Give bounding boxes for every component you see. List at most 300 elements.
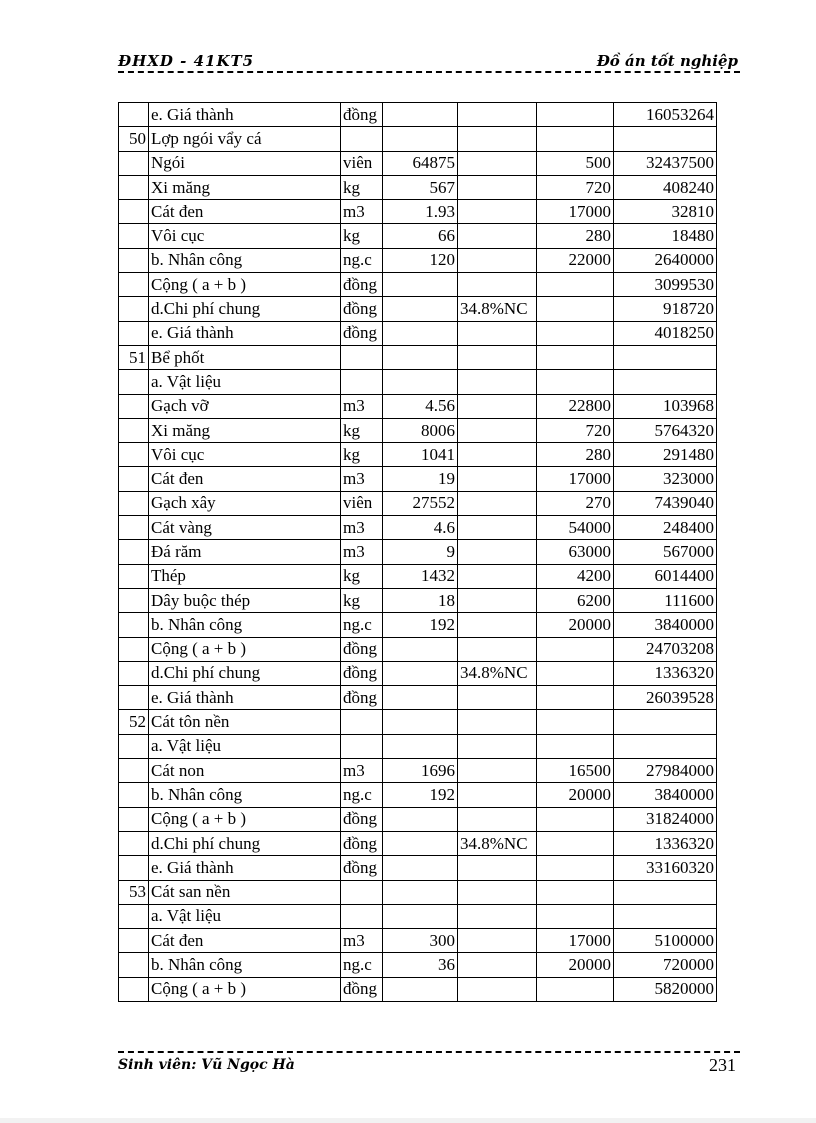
cell-item-number [119,297,149,321]
cell-total: 248400 [614,516,717,540]
cell-item-name: Cát san nền [149,880,341,904]
cell-total [614,127,717,151]
cell-unit-price: 22000 [537,248,614,272]
cell-unit-price: 720 [537,418,614,442]
cell-unit: kg [341,443,383,467]
cell-rate [458,394,537,418]
cell-quantity: 19 [383,467,458,491]
table-row [119,394,717,418]
cell-quantity [383,904,458,928]
cell-unit-price [537,103,614,127]
cell-unit-price: 6200 [537,588,614,612]
cell-quantity [383,977,458,1001]
cell-quantity [383,807,458,831]
table-row [119,831,717,855]
cell-unit-price [537,345,614,369]
cell-item-name: Gạch xây [149,491,341,515]
cell-total: 2640000 [614,248,717,272]
cell-rate [458,564,537,588]
cell-rate [458,734,537,758]
cell-unit: kg [341,224,383,248]
cell-unit-price: 720 [537,175,614,199]
cell-rate [458,759,537,783]
cell-rate [458,929,537,953]
table-row [119,661,717,685]
cell-item-number [119,224,149,248]
table-row [119,929,717,953]
cell-unit-price [537,321,614,345]
cell-item-name: Cát vàng [149,516,341,540]
cell-rate [458,613,537,637]
cell-total: 3099530 [614,273,717,297]
cell-rate [458,200,537,224]
cell-unit: đồng [341,977,383,1001]
cell-item-number: 53 [119,880,149,904]
cell-rate [458,783,537,807]
cell-item-number [119,588,149,612]
cell-item-number [119,637,149,661]
page-number: 231 [709,1055,736,1075]
cell-quantity: 1696 [383,759,458,783]
cell-rate [458,588,537,612]
cell-rate [458,345,537,369]
cell-unit-price: 17000 [537,929,614,953]
cell-unit [341,710,383,734]
cell-item-number [119,856,149,880]
cell-total: 1336320 [614,661,717,685]
cell-quantity [383,127,458,151]
cell-quantity: 9 [383,540,458,564]
cell-item-number [119,807,149,831]
cell-unit-price [537,977,614,1001]
cell-unit-price: 17000 [537,467,614,491]
cell-unit: kg [341,588,383,612]
cell-item-name: e. Giá thành [149,103,341,127]
cell-total [614,904,717,928]
table-row [119,418,717,442]
cell-item-number [119,977,149,1001]
cell-total [614,710,717,734]
table-row [119,127,717,151]
table-row [119,321,717,345]
cell-rate [458,953,537,977]
cell-item-number [119,929,149,953]
table-row [119,151,717,175]
cell-item-number [119,151,149,175]
footer-divider [118,1051,740,1053]
header-document-title: Đồ án tốt nghiệp [596,52,738,70]
cell-item-name: e. Giá thành [149,686,341,710]
cell-unit [341,904,383,928]
cell-total: 4018250 [614,321,717,345]
cell-unit: đồng [341,321,383,345]
cell-rate [458,516,537,540]
header-divider [118,71,740,73]
cell-total [614,880,717,904]
cell-quantity [383,297,458,321]
cell-quantity: 1041 [383,443,458,467]
cell-rate [458,856,537,880]
page-bottom-edge [0,1118,816,1123]
cell-item-name: Cộng ( a + b ) [149,273,341,297]
cell-unit: đồng [341,661,383,685]
cell-unit: ng.c [341,248,383,272]
cell-item-number [119,273,149,297]
cell-item-name: Lợp ngói vẩy cá [149,127,341,151]
cell-unit-price [537,710,614,734]
cell-quantity: 192 [383,783,458,807]
cell-unit-price: 280 [537,443,614,467]
table-row [119,637,717,661]
cell-unit [341,127,383,151]
table-row [119,613,717,637]
cell-item-name: Cát đen [149,467,341,491]
cell-rate [458,637,537,661]
table-row [119,103,717,127]
cell-item-number [119,370,149,394]
cell-total [614,734,717,758]
cell-quantity: 18 [383,588,458,612]
table-row [119,807,717,831]
cell-item-number [119,613,149,637]
table-row [119,588,717,612]
cell-rate [458,977,537,1001]
cell-item-number [119,321,149,345]
cell-item-name: Cộng ( a + b ) [149,637,341,661]
cell-unit: kg [341,175,383,199]
cell-total: 408240 [614,175,717,199]
cell-quantity: 192 [383,613,458,637]
cell-unit: kg [341,418,383,442]
cell-item-number: 51 [119,345,149,369]
cell-rate [458,443,537,467]
cell-unit [341,370,383,394]
cell-quantity: 36 [383,953,458,977]
cell-unit-price [537,856,614,880]
cell-unit-price [537,880,614,904]
cell-unit-price [537,273,614,297]
cell-unit-price [537,807,614,831]
cell-unit: m3 [341,929,383,953]
table-row [119,224,717,248]
footer-student-name: Sinh viên: Vũ Ngọc Hà [118,1057,295,1073]
cell-unit: ng.c [341,783,383,807]
cell-rate [458,710,537,734]
cell-item-name: b. Nhân công [149,783,341,807]
cell-item-number [119,103,149,127]
cell-item-name: Ngói [149,151,341,175]
cell-unit-price [537,734,614,758]
cell-item-number [119,564,149,588]
cell-total: 918720 [614,297,717,321]
cell-quantity: 4.56 [383,394,458,418]
cell-unit-price: 54000 [537,516,614,540]
cell-unit-price [537,661,614,685]
cell-item-name: d.Chi phí chung [149,297,341,321]
cell-unit: viên [341,151,383,175]
table-row [119,880,717,904]
cell-item-number [119,661,149,685]
table-row [119,953,717,977]
cell-total: 5764320 [614,418,717,442]
cell-item-name: Cát đen [149,929,341,953]
cell-unit [341,345,383,369]
cell-total: 32810 [614,200,717,224]
cell-item-name: Vôi cục [149,224,341,248]
cell-unit: đồng [341,686,383,710]
table-row [119,175,717,199]
cell-quantity [383,661,458,685]
cell-rate [458,127,537,151]
cell-item-number [119,759,149,783]
cell-item-name: Cát tôn nền [149,710,341,734]
cell-total: 323000 [614,467,717,491]
cell-item-number [119,418,149,442]
cell-unit: m3 [341,394,383,418]
table-row [119,297,717,321]
header-project-code: ĐHXD - 41KT5 [118,52,255,70]
cell-quantity: 66 [383,224,458,248]
cell-unit: đồng [341,103,383,127]
cell-quantity [383,710,458,734]
cell-item-number: 50 [119,127,149,151]
cell-item-number [119,783,149,807]
cell-item-name: Gạch vỡ [149,394,341,418]
cell-rate [458,224,537,248]
cell-quantity [383,856,458,880]
cell-item-name: b. Nhân công [149,613,341,637]
cell-total: 1336320 [614,831,717,855]
cell-unit-price: 500 [537,151,614,175]
cell-item-number [119,953,149,977]
cell-rate [458,467,537,491]
cell-quantity [383,686,458,710]
cell-unit-price [537,370,614,394]
cell-rate [458,370,537,394]
cell-rate [458,904,537,928]
cell-unit: đồng [341,831,383,855]
cell-rate [458,686,537,710]
cell-total [614,370,717,394]
cell-total: 720000 [614,953,717,977]
cell-quantity [383,734,458,758]
cell-quantity: 567 [383,175,458,199]
table-row [119,443,717,467]
table-row [119,710,717,734]
cell-rate [458,103,537,127]
cell-item-name: a. Vật liệu [149,370,341,394]
cell-item-name: Cộng ( a + b ) [149,977,341,1001]
cell-unit-price [537,637,614,661]
cell-quantity [383,273,458,297]
table-row [119,759,717,783]
cell-unit-price [537,297,614,321]
table-row [119,370,717,394]
cell-rate: 34.8%NC [458,661,537,685]
cell-quantity [383,637,458,661]
table-row [119,686,717,710]
cell-total: 24703208 [614,637,717,661]
cell-item-name: a. Vật liệu [149,734,341,758]
cell-item-number [119,467,149,491]
cell-unit-price [537,686,614,710]
cell-unit: kg [341,564,383,588]
cell-total: 18480 [614,224,717,248]
cell-quantity [383,345,458,369]
table-row [119,977,717,1001]
table-row [119,540,717,564]
table-row [119,467,717,491]
cell-item-number [119,248,149,272]
cell-item-name: Thép [149,564,341,588]
cell-item-name: d.Chi phí chung [149,661,341,685]
table-row [119,345,717,369]
cost-estimate-table [118,102,717,1002]
cell-total: 567000 [614,540,717,564]
cost-table-body [119,103,717,1002]
cell-item-name: Đá răm [149,540,341,564]
cell-item-number [119,443,149,467]
cell-quantity: 27552 [383,491,458,515]
cell-unit-price: 20000 [537,783,614,807]
cell-unit-price [537,904,614,928]
cell-rate [458,321,537,345]
cell-total: 103968 [614,394,717,418]
cell-quantity [383,103,458,127]
cell-quantity: 8006 [383,418,458,442]
cell-rate [458,175,537,199]
cell-unit-price: 17000 [537,200,614,224]
cell-item-name: e. Giá thành [149,856,341,880]
cell-unit: đồng [341,273,383,297]
cell-item-name: Xi măng [149,418,341,442]
cell-total: 16053264 [614,103,717,127]
cell-quantity: 120 [383,248,458,272]
cell-rate [458,807,537,831]
cell-unit: m3 [341,516,383,540]
table-row [119,856,717,880]
cell-unit: viên [341,491,383,515]
cell-item-number [119,686,149,710]
cell-total: 26039528 [614,686,717,710]
table-row [119,783,717,807]
cell-item-name: a. Vật liệu [149,904,341,928]
table-row [119,200,717,224]
cell-quantity: 64875 [383,151,458,175]
cell-item-name: Dây buộc thép [149,588,341,612]
cell-total: 291480 [614,443,717,467]
cell-total: 33160320 [614,856,717,880]
cell-item-name: Cát non [149,759,341,783]
table-row [119,491,717,515]
cell-unit: m3 [341,540,383,564]
cell-unit-price [537,127,614,151]
cell-unit-price: 22800 [537,394,614,418]
cell-rate [458,491,537,515]
cell-total: 111600 [614,588,717,612]
table-row [119,273,717,297]
cell-quantity [383,880,458,904]
cell-total: 27984000 [614,759,717,783]
cell-total [614,345,717,369]
cell-quantity [383,321,458,345]
table-row [119,516,717,540]
cell-unit-price: 20000 [537,613,614,637]
cell-unit-price: 270 [537,491,614,515]
cell-total: 31824000 [614,807,717,831]
cell-item-name: Xi măng [149,175,341,199]
cell-item-number [119,175,149,199]
cell-rate [458,880,537,904]
cell-total: 32437500 [614,151,717,175]
cell-rate [458,540,537,564]
cell-item-number [119,200,149,224]
cell-unit [341,734,383,758]
cell-item-number [119,831,149,855]
table-row [119,734,717,758]
cell-item-number: 52 [119,710,149,734]
cell-quantity: 300 [383,929,458,953]
cell-unit: m3 [341,467,383,491]
cell-item-name: e. Giá thành [149,321,341,345]
cell-unit: m3 [341,200,383,224]
table-row [119,904,717,928]
cell-item-name: d.Chi phí chung [149,831,341,855]
cell-unit: đồng [341,637,383,661]
cell-item-number [119,394,149,418]
cell-total: 5100000 [614,929,717,953]
cell-unit-price: 16500 [537,759,614,783]
cell-rate [458,418,537,442]
cell-unit [341,880,383,904]
cell-item-number [119,516,149,540]
cell-item-name: b. Nhân công [149,248,341,272]
cell-unit-price: 280 [537,224,614,248]
cell-unit: đồng [341,807,383,831]
cell-quantity: 1432 [383,564,458,588]
cell-item-number [119,491,149,515]
cell-total: 3840000 [614,613,717,637]
cell-quantity [383,831,458,855]
table-row [119,248,717,272]
cell-unit: ng.c [341,613,383,637]
cell-unit: ng.c [341,953,383,977]
cell-rate [458,151,537,175]
cell-item-name: b. Nhân công [149,953,341,977]
cell-item-name: Vôi cục [149,443,341,467]
cell-unit-price: 4200 [537,564,614,588]
cell-total: 5820000 [614,977,717,1001]
cell-total: 6014400 [614,564,717,588]
cell-quantity [383,370,458,394]
cell-item-name: Bể phốt [149,345,341,369]
cell-unit-price: 63000 [537,540,614,564]
cell-rate: 34.8%NC [458,831,537,855]
cell-item-number [119,734,149,758]
cell-rate [458,273,537,297]
table-row [119,564,717,588]
cell-rate: 34.8%NC [458,297,537,321]
cell-item-number [119,904,149,928]
cell-quantity: 1.93 [383,200,458,224]
cell-unit-price: 20000 [537,953,614,977]
cell-item-name: Cát đen [149,200,341,224]
cell-total: 7439040 [614,491,717,515]
cell-rate [458,248,537,272]
cell-unit: đồng [341,856,383,880]
cell-unit-price [537,831,614,855]
cell-total: 3840000 [614,783,717,807]
